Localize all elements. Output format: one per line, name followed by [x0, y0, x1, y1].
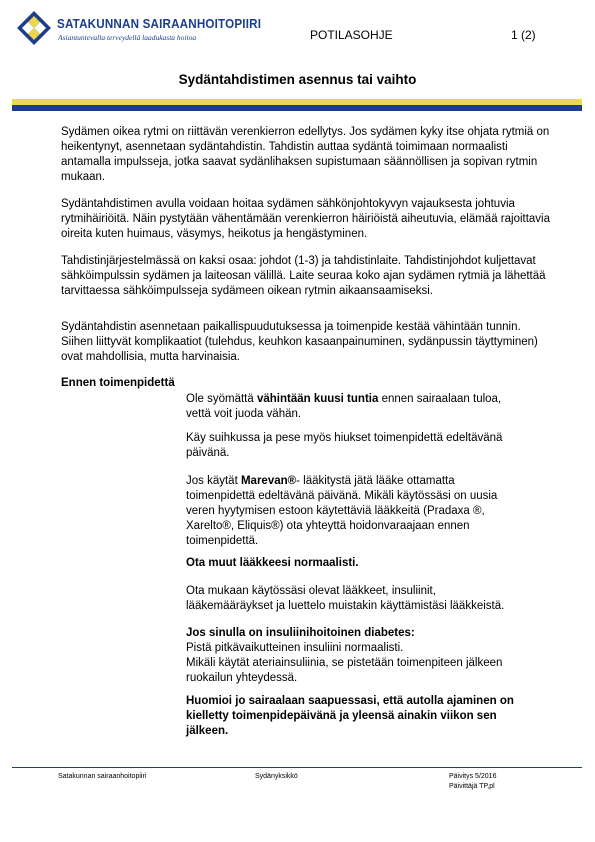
intro-paragraph: Sydäntahdistin asennetaan paikallispuudutuksessa ja toimenpide kestää vähintään tunnin. Siihen liittyvät komplikaatiot (tulehdus, keuhkon kasaanpainuminen, sydänpussin täyttyminen) ovat mahdollisia, mutta harvinaisia.: [61, 321, 538, 363]
diabetes-heading: Jos sinulla on insuliinihoitoinen diabetes:: [186, 627, 415, 639]
instruction-driving: Huomioi jo sairaalaan saapuessasi, että autolla ajaminen on kielletty toimenpidepäivänä ja yleensä ainakin viikon sen jälkeen.: [186, 695, 514, 737]
instruction-fasting: [186, 392, 526, 422]
fasting-duration: vähintään kuusi tuntia: [256, 393, 379, 405]
footer-updater: Päivittäjä TP,pl: [449, 783, 495, 790]
instruction-diabetes: [186, 626, 526, 686]
intro-paragraph: Sydäntahdistimen avulla voidaan hoitaa sydämen sähkönjohtokyvyn vajauksesta johtuvia rytmihäiriöitä. Näin pystytään vähentämään verenkierron häiriöistä aiheutuvia, elämää rajoittavia oireita kuten huimaus, väsymys, heikotus ja hengästyminen.: [61, 198, 551, 240]
footer-updated: Päivitys 5/2016: [449, 773, 497, 780]
intro-paragraph: Sydämen oikea rytmi on riittävän verenkierron edellytys. Jos sydämen kyky itse ohjata rytmiä on heikentynyt, asennetaan sydäntahdistin. Tahdistin auttaa sydäntä toimimaan normaalisti antamalla impulsseja, jotka saavat sydänlihaksen supistumaan säännöllisen ja sopivan rytmin mukaan.: [61, 126, 550, 183]
intro-paragraph: Tahdistinjärjestelmässä on kaksi osaa: johdot (1-3) ja tahdistinlaite. Tahdistinjohdot kuljettavat sähköimpulssin sydämen ja laiteosan välillä. Laite seuraa koko ajan sydämen rytmiä ja lähettää tarvittaessa sähköimpulsseja sydämeen oikean rytmin aikaansaamiseksi.: [61, 255, 546, 297]
section-heading-before-procedure: Ennen toimenpidettä: [61, 377, 175, 389]
diabetes-line: Mikäli käytät ateriainsuliinia, se pistetään toimenpiteen jälkeen ruokailun yhteydessä.: [186, 657, 503, 684]
document-type: POTILASOHJE: [310, 28, 393, 42]
marevan-text: Jos käytät: [186, 475, 241, 487]
hospital-district-logo-icon: [16, 10, 52, 46]
organization-name: SATAKUNNAN SAIRAANHOITOPIIRI: [57, 17, 262, 31]
footer-unit: Sydänyksikkö: [255, 773, 298, 780]
instruction-other-medication: Ota muut lääkkeesi normaalisti.: [186, 557, 359, 569]
footer-divider: [12, 767, 582, 768]
marevan-text-end: - lääkitystä jätä lääke ottamatta toimenpidettä edeltävänä päivänä. Mikäli käytössäsi on uusia veren hyytymisen estoon käytettäviä lääkkeitä (Pradaxa ®, Xarelto®, Eliquis®) ota yhteyttä hoidonvaraajaan ennen toimenpidettä.: [186, 475, 498, 547]
organization-tagline: Asiantuntevalla terveydellä laadukasta hoitoa: [58, 33, 197, 42]
fasting-text: Ole syömättä: [186, 393, 257, 405]
diabetes-line: Pistä pitkävaikutteinen insuliini normaalisti.: [186, 642, 404, 654]
marevan-drug-name: Marevan®: [240, 475, 297, 487]
document-title: Sydäntahdistimen asennus tai vaihto: [178, 72, 417, 87]
instruction-bring-medication: Ota mukaan käytössäsi olevat lääkkeet, insuliinit, lääkemääräykset ja luettelo muistakin käyttämistäsi lääkkeistä.: [186, 585, 505, 612]
page-number: 1 (2): [511, 28, 536, 42]
instruction-shower: Käy suihkussa ja pese myös hiukset toimenpidettä edeltävänä päivänä.: [186, 432, 503, 459]
footer-organization: Satakunnan sairaanhoitopiiri: [58, 773, 147, 780]
instruction-marevan: [186, 474, 526, 549]
header-band-blue: [12, 105, 582, 111]
fasting-text-end: ennen sairaalaan tuloa, vettä voit juoda vähän.: [186, 393, 502, 420]
